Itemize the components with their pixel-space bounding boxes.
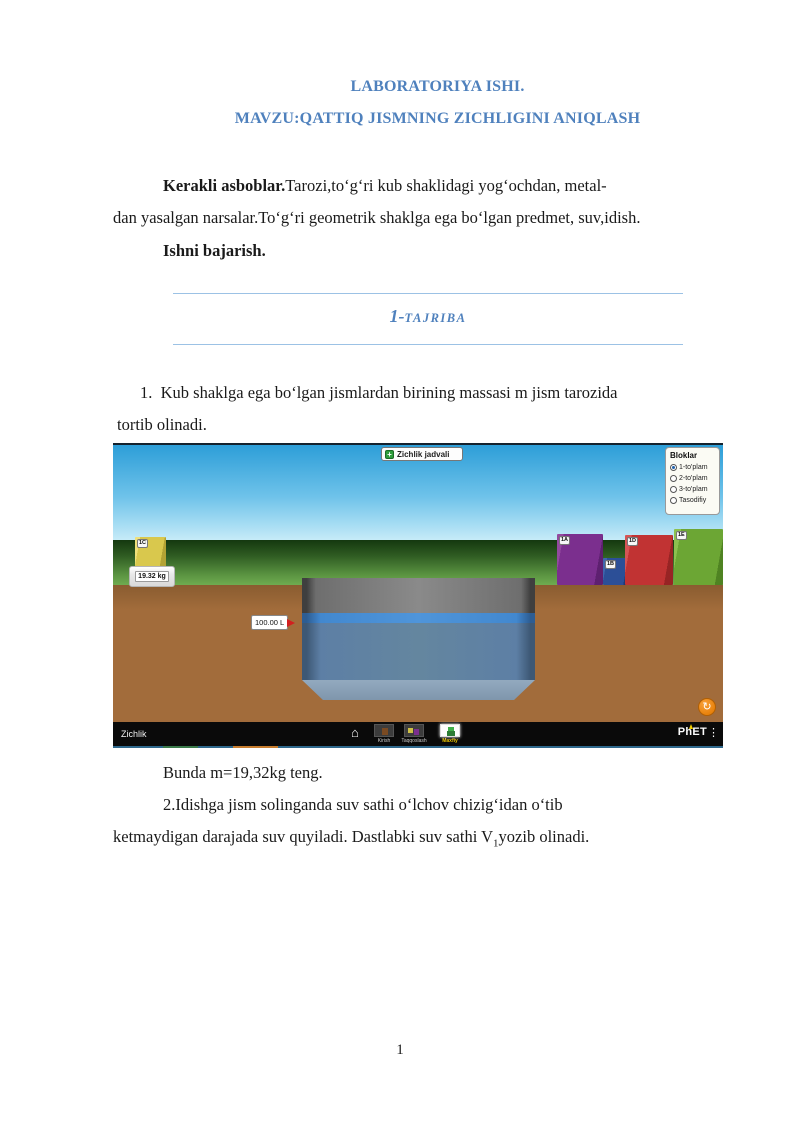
tools-paragraph-line1 [163,176,607,196]
screen-kirish-thumbnail [374,724,394,737]
block-1d[interactable] [625,535,673,585]
block-1e[interactable] [674,529,723,585]
step1-line1: 1. Kub shaklga ega bo‘lgan jismlardan birining massasi m jism tarozida [140,383,618,402]
v1-subscript: 1 [493,837,499,850]
water-pool [302,578,535,700]
section-heading [173,306,683,327]
sim-bottom-strip-orange [233,746,278,748]
section-name: TAJRIBA [404,311,467,325]
water-surface [302,613,535,623]
radio-set-3-label: 3-to'plam [679,486,708,493]
radio-set-3[interactable] [670,484,716,495]
home-icon[interactable]: ⌂ [351,725,359,740]
pool-water [302,623,535,680]
plus-icon: + [385,450,394,459]
thumb-block-icon [414,729,419,735]
mass-note: Bunda m=19,32kg teng. [163,763,323,782]
block-1a[interactable] [557,534,603,585]
blocks-panel [665,447,720,515]
sim-title: Zichlik [121,729,147,739]
radio-set-2-label: 2-to'plam [679,475,708,482]
document-title-line2: MAVZU:QATTIQ JISMNING ZICHLIGINI ANIQLASH [234,110,641,127]
thumb-block-icon [408,728,413,733]
screen-tab-taqqoslash[interactable] [401,724,427,744]
radio-icon [670,497,677,504]
page-number: 1 [396,1042,404,1058]
screen-taqqoslash-label: Taqqoslash [401,738,427,744]
step1-line2: tortib olinadi. [117,415,207,434]
sim-bottom-strip [113,746,723,748]
sim-top-border [113,443,723,445]
thumb-block-icon [447,731,455,736]
phet-simulation-screenshot [113,443,723,748]
tools-heading: Kerakli asboblar. [163,176,286,195]
sim-navbar [113,722,723,746]
radio-icon [670,475,677,482]
thumb-block-icon [382,728,388,735]
pool-wall [302,578,535,613]
screen-taqqoslash-thumbnail [404,724,424,737]
radio-icon [670,464,677,471]
tools-text: Tarozi,to‘g‘ri kub shaklidagi yog‘ochdan, metal- [285,176,607,195]
sim-bottom-strip-green [163,746,198,748]
block-1c[interactable] [135,537,166,568]
scale-reading: 19.32 kg [135,571,169,582]
pool-base [302,680,535,700]
kebab-menu-icon[interactable]: ⋮ [708,727,719,739]
block-1b-tag: 1B [607,561,615,567]
blocks-panel-title: Bloklar [670,451,698,460]
work-heading: Ishni bajarish. [163,241,266,260]
block-1a-tag: 1A [561,537,569,543]
section-divider-bottom [173,344,683,345]
step2-line2 [113,827,589,849]
step2-line1: 2.Idishga jism solinganda suv sathi o‘lchov chizig‘idan o‘tib [163,795,563,814]
radio-random-label: Tasodifiy [679,497,707,504]
block-1e-tag: 1E [678,532,685,538]
document-title-line1: LABORATORIYA ISHI. [350,78,525,95]
step2-line2-text: ketmaydigan darajada suv quyiladi. Dastlabki suv sathi V [113,827,494,846]
density-table-button[interactable] [381,447,463,461]
section-number: 1- [389,306,405,326]
phet-logo: PhET [677,726,707,738]
screen-tab-maxfiy-selected[interactable] [437,724,463,744]
screen-kirish-label: Kirish [377,738,391,744]
radio-set-1[interactable] [670,462,716,473]
screen-maxfiy-thumbnail [440,724,460,737]
mass-scale[interactable] [129,566,175,587]
radio-random[interactable] [670,495,716,506]
radio-icon [670,486,677,493]
radio-set-1-label: 1-to'plam [679,464,708,471]
volume-readout [251,615,288,630]
tools-paragraph-line2: dan yasalgan narsalar.To‘g‘ri geometrik shaklga ega bo‘lgan predmet, suv,idish. [113,208,641,227]
density-table-button-label: Zichlik jadvali [397,449,450,459]
radio-set-2[interactable] [670,473,716,484]
screen-maxfiy-label: Maxfiy [442,738,458,744]
volume-arrow-icon [287,619,295,627]
step2-line2-text-after: yozib olinadi. [498,827,590,846]
reset-all-button[interactable]: ↻ [698,698,716,716]
section-divider-top [173,293,683,294]
block-1c-tag: 1C [139,540,147,546]
block-1d-tag: 1D [629,538,637,544]
volume-readout-text: 100.00 L [255,618,285,627]
screen-tab-kirish[interactable] [371,724,397,744]
